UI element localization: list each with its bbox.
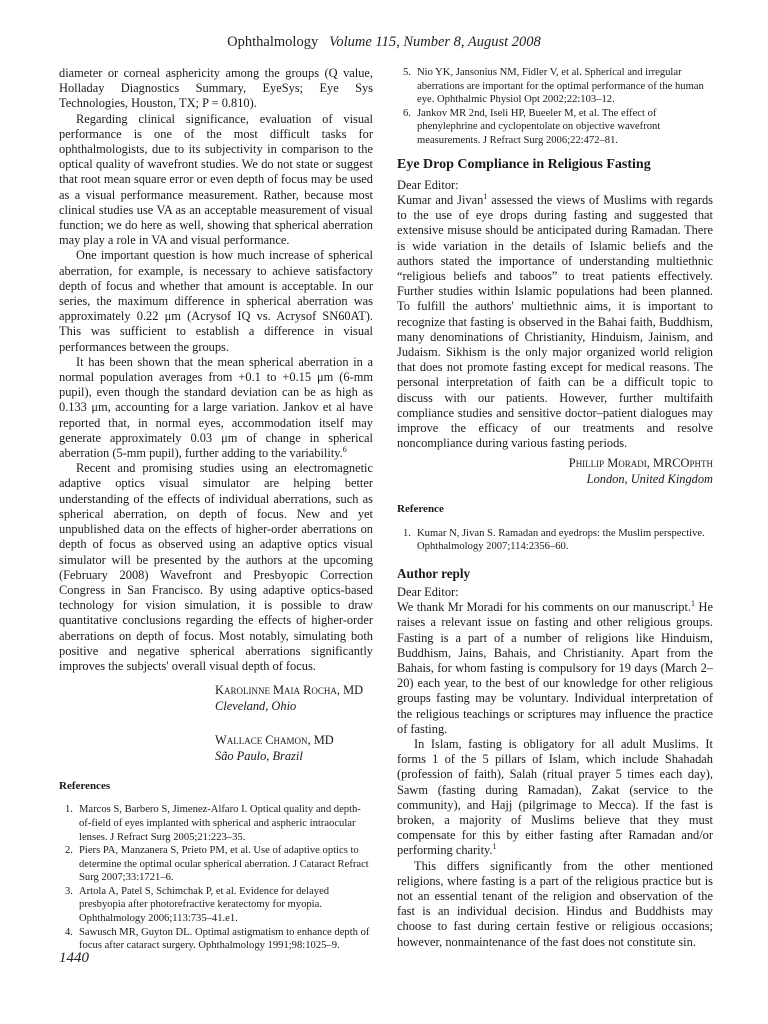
reply-text: We thank Mr Moradi for his comments on our manuscript. [397, 600, 692, 615]
running-head [0, 34, 768, 51]
salutation: Dear Editor: [397, 177, 459, 192]
volume-info: Volume 115, Number 8, August 2008 [329, 34, 541, 50]
reference-item [59, 844, 373, 885]
letter-body [397, 193, 713, 451]
reference-text: Jankov MR 2nd, Iseli HP, Bueeler M, et al. The effect of phenylephrine and cyclopentolate on objective wavefront measurements. J Refract Surg 2006;22:472–81. [417, 107, 661, 146]
citation-superscript: 1 [492, 842, 497, 852]
reference-text: Marcos S, Barbero S, Jimenez-Alfaro I. Optical quality and depth-of-field of eyes implanted with spherical and aspheric intraocular lenses. J Refract Surg 2005;21:223–35. [79, 804, 361, 843]
page-number: 1440 [59, 950, 89, 966]
references-heading: References [59, 780, 111, 793]
reference-item [59, 926, 373, 953]
author-signature [59, 733, 373, 764]
reply-title: Author reply [397, 565, 471, 581]
reference-item [59, 885, 373, 926]
reference-item [397, 107, 713, 148]
reference-item [397, 527, 713, 554]
author-location: London, United Kingdom [586, 472, 713, 487]
paragraph: Regarding clinical significance, evaluation of visual performance is one of the most difficult tasks for ophthalmologists, due to its subjectivity in comparison to the optical quality of wavefront studies. We do not state or suggest that root mean square error or even depth of focus may be used as a visual performance measurement. Rather, because most clinical studies use VA as an acceptable measurement of visual function; we do here as well, showing that spherical aberration may play a role in VA and visual performance. [59, 111, 373, 248]
reference-item [59, 803, 373, 844]
reference-text: Nio YK, Jansonius NM, Fidler V, et al. Spherical and irregular aberrations are important for the optimal performance of the human eye. Ophthalmic Physiol Opt 2002;22:103–12. [417, 67, 704, 106]
author-location: Cleveland, Ohio [215, 698, 297, 713]
reference-list [59, 803, 373, 953]
reference-number: 4. [65, 926, 73, 938]
reference-number: 1. [403, 527, 411, 539]
author-signature [59, 683, 373, 714]
journal-name: Ophthalmology [227, 34, 319, 50]
reference-item [397, 66, 713, 107]
reference-number: 6. [403, 107, 411, 119]
author-name: Karolinne Maia Rocha, MD [215, 683, 364, 698]
paragraph-text: It has been shown that the mean spherical aberration in a normal population averages from +0.1 to +0.15 μm (6-mm pupil), even though the standard deviation can be as high as 0.133 μm, accounting for a large variation. Jankov et al have reported that, in normal eyes, accommodation itself may generate approximately 0.03 μm of change in spherical aberration (5-mm pupil), further adding to the variability. [59, 354, 373, 461]
reference-number: 5. [403, 67, 411, 78]
paragraph-with-citation [59, 355, 373, 461]
citation-superscript: 1 [691, 599, 696, 609]
paragraph: Recent and promising studies using an electromagnetic adaptive optics visual simulator are helping better understanding of the effects of individual aberrations, such as spherical aberration, on depth of focus. New and yet unpublished data on the effects of higher-order aberrations on depth of focus as observed using an adaptive optics visual simulator will be presented by the authors at the upcoming (February 2008) Wavefront and Presbyopic Correction Congress in San Francisco. By using adaptive optics-based technology for vision simulation, it is possible to draw quantitative conclusions regarding the effects of higher-order aberrations on depth of focus. Most notably, simulating both positive and negative spherical aberrations significantly improves the subjects' overall visual depth of focus. [59, 461, 373, 673]
reference-heading: Reference [397, 503, 444, 516]
reply-paragraph [397, 600, 713, 737]
author-name: Wallace Chamon, MD [215, 733, 334, 748]
left-column [59, 66, 373, 953]
author-location: São Paulo, Brazil [215, 748, 303, 763]
right-column [397, 66, 713, 950]
reference-text: Sawusch MR, Guyton DL. Optimal astigmatism to enhance depth of focus after cataract surgery. Ophthalmology 1991;98:1025–9. [79, 926, 370, 952]
salutation: Dear Editor: [397, 585, 459, 600]
paragraph: diameter or corneal asphericity among the groups (Q value, Holladay Diagnostics Summary, EyeSys; Eye Sys Technologies, Houston, TX; P = 0.810). [59, 66, 373, 111]
reply-paragraph: This differs significantly from the other mentioned religions, where fasting is a part of the religious practice but is not an essential tenant of the religion and observation of the fast is an individual decision. Hindus and Buddhists may choose to fast during certain festive or religious occasions; however, nonmaintenance of the fast does not constitute sin. [397, 858, 713, 949]
paragraph: One important question is how much increase of spherical aberration, for example, is necessary to achieve satisfactory depth of focus and whether that amount is acceptable. In our series, the maximum difference in spherical aberration was approximately 0.22 μm (Acrysof IQ vs. Acrysof SN60AT). This was sufficient to establish a difference in visual performances between the groups. [59, 248, 373, 354]
letter-signature [397, 455, 713, 487]
author-name: Phillip Moradi, MRCOphth [568, 456, 713, 471]
citation-superscript: 6 [342, 444, 347, 454]
reply-paragraph [397, 737, 713, 859]
reference-number: 3. [65, 885, 73, 897]
reference-text: Kumar N, Jivan S. Ramadan and eyedrops: the Muslim perspective. Ophthalmology 2007;114:2356–60. [417, 527, 705, 553]
reference-number: 1. [65, 804, 73, 816]
letter-title: Eye Drop Compliance in Religious Fasting [397, 156, 651, 172]
reference-text: Piers PA, Manzanera S, Prieto PM, et al. Use of adaptive optics to determine the optimal ocular spherical aberration. J Cataract Refract Surg 2007;33:1721–6. [79, 845, 369, 884]
letter-body-text: assessed the views of Muslims with regards to the use of eye drops during fasting and suggested that extensive misuse should be anticipated during Ramadan. There is wide variation in the details of Islamic beliefs and the authors stated the importance of understanding multiethnic “religious beliefs and taboos” to treat patients effectively. Further studies within Islamic populations had been planned. To fulfill the authors' multiethnic aims, it is important to recognize that fasting is observed in the Bahai faith, Buddhism, many denominations of Christianity, Hinduism, Jainism, and Judaism. Sikhism is the only major organized world religion that does not promote fasting except for medical reasons. The personal interpretation of faith can be a difficult topic to discuss with our patients. However, further multifaith compliance studies and sensitive doctor–patient dialogues may improve the efficacy of our treatments and resolve noncompliance during various fasting periods. [397, 192, 714, 451]
reference-text: Artola A, Patel S, Schimchak P, et al. Evidence for delayed presbyopia after photorefractive keratectomy for myopia. Ophthalmology 2006;113:735–41.e1. [79, 885, 330, 925]
reply-text: In Islam, fasting is obligatory for all adult Muslims. It forms 1 of the 5 pillars of Islam, which include Shahadah (profession of faith), Salah (ritual prayer 5 times each day), Sawm (fasting during Ramadan), Zakat (service to the community), and Hajj (pilgrimage to Mecca). If the fast is broken, a majority of Muslims believe that they must compensate for this by either fasting after Ramadan and/or performing charity. [397, 737, 713, 858]
reference-number: 2. [65, 845, 73, 857]
citation-superscript: 1 [483, 191, 488, 201]
reply-text: He raises a relevant issue on fasting and other religious groups. Fasting is a part of a number of religions like Hinduism, Buddhism, Jains, Bahais, and Christianity. Apart from the Bahais, for whom fasting is compulsory for 19 days (March 2–20) each year, to the best of our knowledge for other religious groups fasting may be voluntary. Individual interpretation of the religious teachings or scriptures may influence the practice of fasting. [397, 600, 713, 736]
reference-list-continued [397, 66, 713, 148]
letter-body-text: Kumar and Jivan [397, 192, 484, 207]
reference-list [397, 527, 713, 554]
